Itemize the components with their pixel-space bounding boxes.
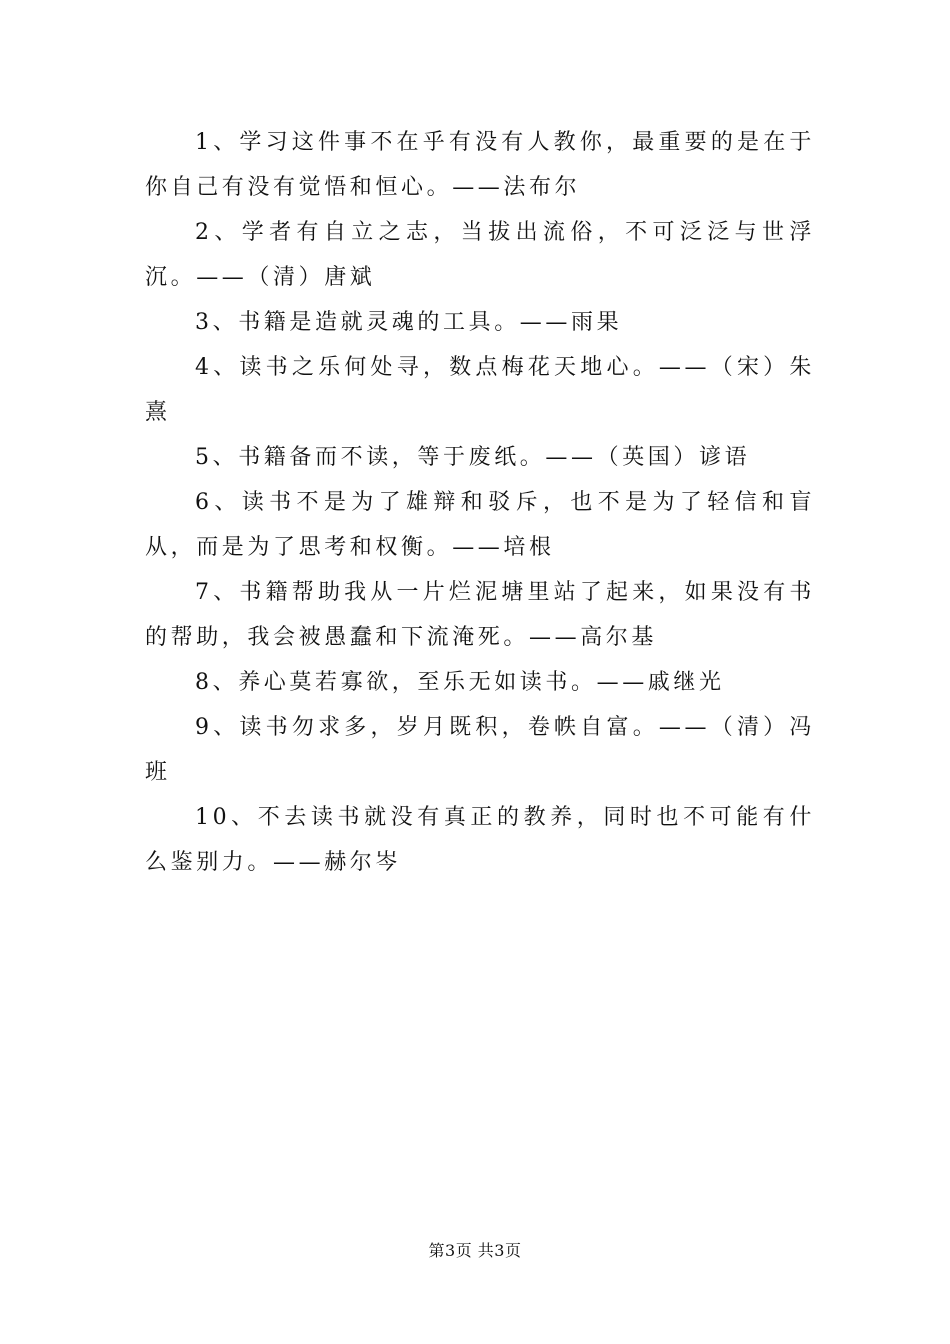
quote-paragraph-4: 4、读书之乐何处寻，数点梅花天地心。——（宋）朱熹	[145, 355, 815, 425]
quote-paragraph-1: 1、学习这件事不在乎有没有人教你，最重要的是在于你自己有没有觉悟和恒心。——法布尔	[145, 130, 815, 200]
quote-paragraph-5: 5、书籍备而不读，等于废纸。——（英国）谚语	[195, 445, 751, 470]
document-body	[145, 120, 815, 885]
quote-paragraph-6: 6、读书不是为了雄辩和驳斥，也不是为了轻信和盲从，而是为了思考和权衡。——培根	[145, 490, 815, 560]
quote-paragraph-10: 10、不去读书就没有真正的教养，同时也不可能有什么鉴别力。——赫尔岑	[145, 805, 815, 875]
page-footer	[0, 1240, 950, 1262]
quote-paragraph-7: 7、书籍帮助我从一片烂泥塘里站了起来，如果没有书的帮助，我会被愚蠢和下流淹死。——高尔基	[145, 580, 815, 650]
page-number: 第3页 共3页	[428, 1241, 522, 1260]
quote-paragraph-2: 2、学者有自立之志，当拔出流俗，不可泛泛与世浮沉。——（清）唐斌	[145, 220, 815, 290]
quote-paragraph-9: 9、读书勿求多，岁月既积，卷帙自富。——（清）冯班	[145, 715, 815, 785]
quote-paragraph-8: 8、养心莫若寡欲，至乐无如读书。——戚继光	[195, 670, 725, 695]
quote-paragraph-3: 3、书籍是造就灵魂的工具。——雨果	[195, 310, 623, 335]
